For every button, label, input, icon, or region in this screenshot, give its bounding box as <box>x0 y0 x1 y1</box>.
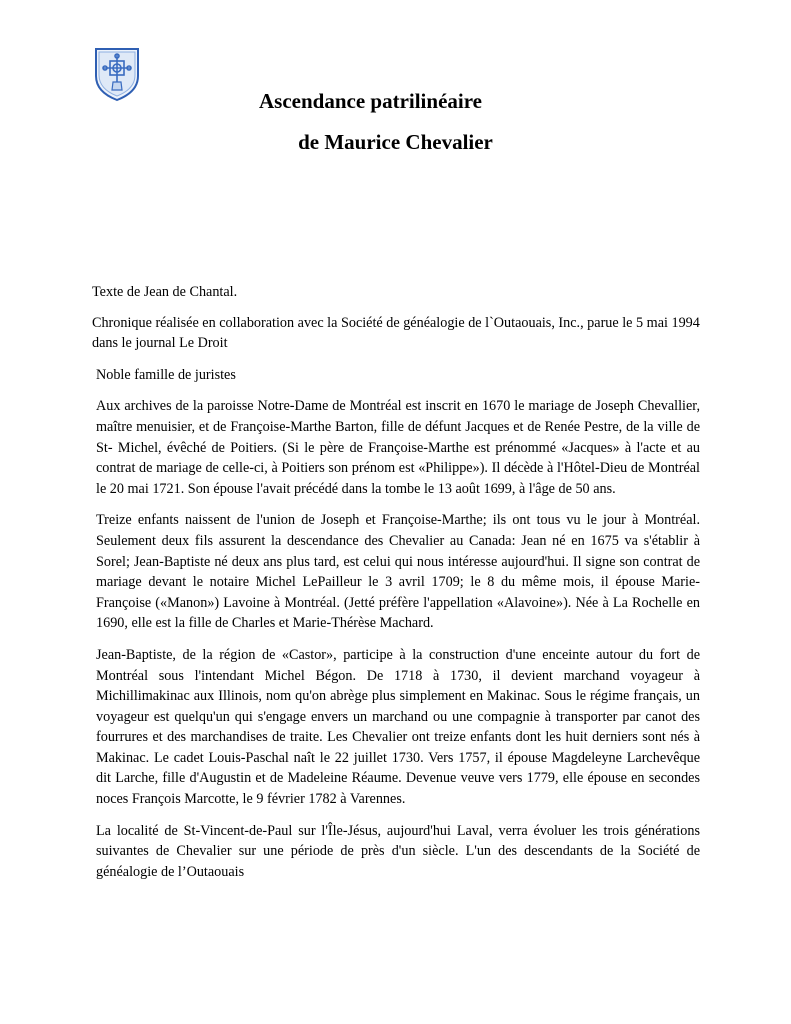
title-line-2-text: de Maurice Chevalier <box>298 130 493 154</box>
page-title-line-2 <box>0 130 791 154</box>
author-credit: Texte de Jean de Chantal. <box>92 284 238 300</box>
paragraph: La localité de St-Vincent-de-Paul sur l'Île-Jésus, aujourd'hui Laval, verra évoluer les trois générations suivantes de Chevalier sur une période de près d'un siècle. L'un des descendants de la Société de généalogie de l’Outaouais <box>96 822 700 880</box>
paragraph: Aux archives de la paroisse Notre-Dame de Montréal est inscrit en 1670 le mariage de Joseph Chevallier, maître menuisier, et de Françoise-Marthe Barton, fille de défunt Jacques et de Renée Pestre, de la ville de St- Michel, évêché de Poitiers. (Si le père de Françoise-Marthe est prénommé «Jacques» à l'acte et au contrat de mariage de celle-ci, à Poitiers son prénom est «Philippe»). Il décède à l'Hôtel-Dieu de Montréal le 20 mai 1721. Son épouse l'avait précédé dans la tombe le 13 août 1699, à l'âge de 50 ans. <box>96 398 700 497</box>
section-heading: Noble famille de juristes <box>96 366 236 383</box>
publication-note: Chronique réalisée en collaboration avec la Société de généalogie de l`Outaouais, Inc., parue le 5 mai 1994 dans le journal Le Droit <box>92 314 700 352</box>
title-line-1-text: Ascendance patrilinéaire <box>258 89 482 113</box>
paragraph: Treize enfants naissent de l'union de Joseph et Françoise-Marthe; ils ont tous vu le jour à Montréal. Seulement deux fils assurent la descendance des Chevalier au Canada: Jean né en 1675 va s'établir à Sorel; Jean-Baptiste né deux ans plus tard, est celui qui nous intéresse aujourd'hui. Il signe son contrat de mariage devant le notaire Michel LePailleur le 3 avril 1709; le 8 du même mois, il épouse Marie-Françoise («Manon») Lavoine à Montréal. (Jetté préfère l'appellation «Alavoine»). Née à La Rochelle en 1690, elle est la fille de Charles et Marie-Thérèse Machard. <box>96 512 700 632</box>
article-body <box>92 282 700 893</box>
page-title-line-1 <box>0 89 791 113</box>
paragraph: Jean-Baptiste, de la région de «Castor», participe à la construction d'une enceinte autour du fort de Montréal sous l'intendant Michel Bégon. De 1718 à 1730, il devient marchand voyageur à Michillimakinac aux Illinois, nom qu'on abrège plus simplement en Makinac. Sous le régime français, un voyageur est quelqu'un qui s'engage envers un marchand ou une compagnie à transporter par canot des fourrures et des marchandises de traite. Les Chevalier ont treize enfants dont les huit derniers sont nés à Makinac. Le cadet Louis-Paschal naît le 22 juillet 1730. Vers 1757, il épouse Magdeleyne Larchevêque dit Larche, fille d'Augustin et de Madeleine Réaume. Devenue veuve vers 1779, elle épouse en secondes noces François Marcotte, le 9 février 1782 à Varennes. <box>96 646 700 808</box>
